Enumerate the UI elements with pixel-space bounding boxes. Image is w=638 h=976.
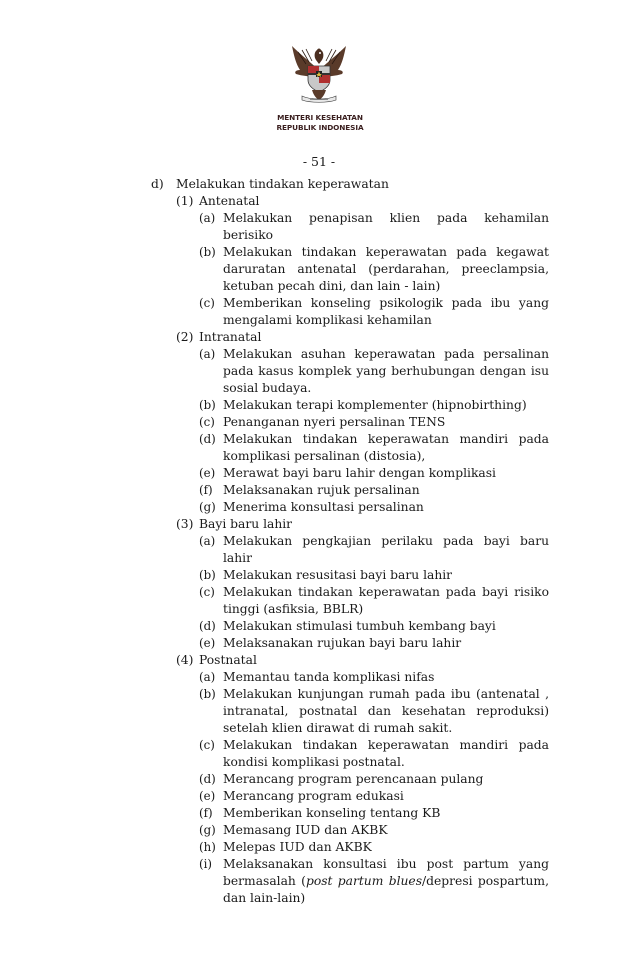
item-text: Memantau tanda komplikasi nifas [223,670,435,684]
item-text: Melakukan stimulasi tumbuh kembang bayi [223,619,496,633]
item-text: Melakukan pengkajian perilaku pada bayi baru lahir [223,534,549,565]
item-text: Merancang program edukasi [223,789,404,803]
list-item [0,244,638,295]
item-text: Melaksanakan rujuk persalinan [223,483,420,497]
item-label: (c) [199,738,215,752]
group-title: Antenatal [199,194,260,208]
item-label: (a) [199,534,216,548]
item-label: (i) [199,857,212,871]
item-label: (c) [199,415,215,429]
item-text: Melakukan tindakan keperawatan mandiri pada kondisi komplikasi postnatal. [223,738,549,769]
group-title: Intranatal [199,330,262,344]
group-label: (2) [176,330,194,344]
page-number: - 51 - [302,154,336,169]
document-body [0,176,638,907]
group-heading [0,652,638,669]
group-heading [0,516,638,533]
item-label: (c) [199,585,215,599]
item-text: Melakukan resusitasi bayi baru lahir [223,568,453,582]
garuda-pancasila-emblem-icon [286,40,352,106]
item-text: Memberikan konseling tentang KB [223,806,441,820]
list-item [0,856,638,907]
list-item [0,805,638,822]
item-text: Melakukan penapisan klien pada kehamilan berisiko [223,211,549,242]
item-label: (a) [199,670,216,684]
list-item [0,686,638,737]
section-heading [0,176,638,193]
list-item [0,533,638,567]
item-label: (b) [199,398,216,412]
item-text: Melakukan asuhan keperawatan pada persalinan pada kasus komplek yang berhubungan dengan isu sosial budaya. [223,347,549,395]
list-item [0,431,638,465]
item-label: (a) [199,211,216,225]
item-text [223,856,549,907]
list-item [0,839,638,856]
ministry-caption [250,113,390,132]
item-label: (b) [199,687,216,701]
list-item [0,295,638,329]
item-label: (d) [199,772,216,786]
item-label: (e) [199,466,216,480]
item-label: (h) [199,840,216,854]
list-item [0,737,638,771]
group-title: Postnatal [199,653,257,667]
section-title: Melakukan tindakan keperawatan [176,177,389,191]
item-label: (g) [199,500,216,514]
list-item [0,499,638,516]
group-heading [0,193,638,210]
list-item [0,210,638,244]
item-label: (e) [199,789,216,803]
item-label: (e) [199,636,216,650]
list-item [0,618,638,635]
item-text: Melakukan tindakan keperawatan mandiri pada komplikasi persalinan (distosia), [223,432,549,463]
section-label: d) [151,177,164,191]
item-label: (a) [199,347,216,361]
list-item [0,771,638,788]
item-text: Memberikan konseling psikologik pada ibu yang mengalami komplikasi kehamilan [223,296,549,327]
item-text: Melakukan terapi komplementer (hipnobirthing) [223,398,527,412]
item-text: Melakukan kunjungan rumah pada ibu (antenatal , intranatal, postnatal dan kesehatan reproduksi) setelah klien dirawat di rumah sakit. [223,687,549,735]
list-item [0,567,638,584]
list-item [0,584,638,618]
item-text: Merawat bayi baru lahir dengan komplikasi [223,466,496,480]
item-text: Melakukan tindakan keperawatan pada kegawat daruratan antenatal (perdarahan, preeclampsia, ketuban pecah dini, dan lain - lain) [223,245,549,293]
list-item [0,346,638,397]
list-item [0,669,638,686]
group-label: (3) [176,517,194,531]
list-item [0,465,638,482]
item-label: (f) [199,806,213,820]
item-text-italic: post partum blues [305,874,423,888]
group-label: (1) [176,194,194,208]
item-label: (g) [199,823,216,837]
item-text: Menerima konsultasi persalinan [223,500,424,514]
group-heading [0,329,638,346]
item-label: (c) [199,296,215,310]
item-text-before: Melaksanakan konsultasi ibu post partum yang bermasalah ( [223,857,549,888]
list-item [0,397,638,414]
group-label: (4) [176,653,194,667]
group-title: Bayi baru lahir [199,517,293,531]
item-text: Penanganan nyeri persalinan TENS [223,415,446,429]
item-text: Memasang IUD dan AKBK [223,823,388,837]
item-text: Merancang program perencanaan pulang [223,772,484,786]
item-text: Melakukan tindakan keperawatan pada bayi risiko tinggi (asfiksia, BBLR) [223,585,549,616]
list-item [0,635,638,652]
list-item [0,788,638,805]
ministry-line-2: REPUBLIK INDONESIA [276,122,364,132]
item-text: Melepas IUD dan AKBK [223,840,372,854]
item-label: (d) [199,432,216,446]
item-label: (d) [199,619,216,633]
list-item [0,482,638,499]
item-label: (b) [199,568,216,582]
item-text-after: /depresi pospartum, dan lain-lain) [223,874,549,905]
item-label: (f) [199,483,213,497]
list-item [0,822,638,839]
ministry-line-1: MENTERI KESEHATAN [277,113,363,122]
item-label: (b) [199,245,216,259]
list-item [0,414,638,431]
item-text: Melaksanakan rujukan bayi baru lahir [223,636,462,650]
